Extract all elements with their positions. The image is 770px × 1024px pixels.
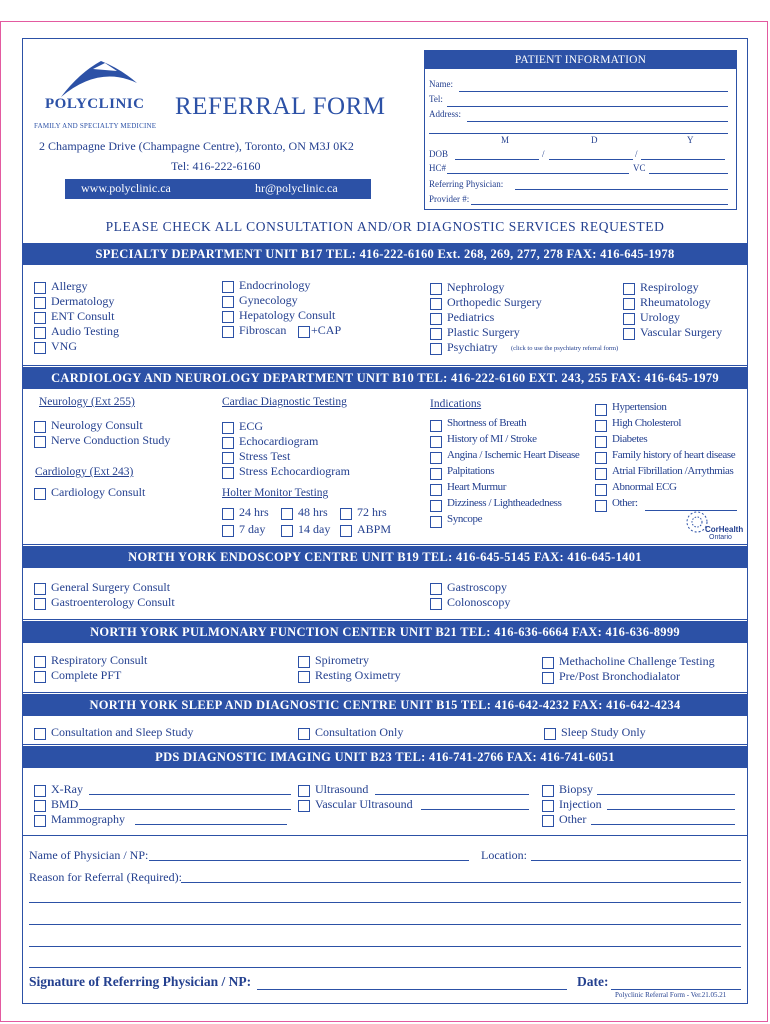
injection-field[interactable] (607, 809, 735, 810)
high-cholesterol-checkbox[interactable] (595, 420, 607, 432)
angina-ischemic-heart-disease-label: Angina / Ischemic Heart Disease (447, 449, 580, 461)
24-hrs-label: 24 hrs (239, 505, 269, 519)
dob-d-label: D (591, 135, 598, 145)
orthopedic-surgery-label: Orthopedic Surgery (447, 295, 542, 309)
pulmonary-bar: NORTH YORK PULMONARY FUNCTION CENTER UNIT B21 TEL: 416-636-6664 FAX: 416-636-8999 (23, 621, 747, 643)
reason-field-3[interactable] (29, 924, 741, 925)
heart-murmur-checkbox[interactable] (430, 484, 442, 496)
location-label: Location: (481, 848, 527, 862)
7-day-checkbox[interactable] (222, 525, 234, 537)
other-imaging-field[interactable] (591, 824, 735, 825)
consultation-only-checkbox[interactable] (298, 728, 310, 740)
hepatology-consult-checkbox[interactable] (222, 311, 234, 323)
consultation-and-sleep-study-label: Consultation and Sleep Study (51, 725, 194, 739)
fibroscan-label: Fibroscan (239, 323, 287, 337)
address-field-2[interactable] (429, 133, 728, 134)
website-link[interactable]: www.polyclinic.ca (81, 181, 171, 195)
ultrasound-label: Ultrasound (315, 782, 369, 796)
injection-checkbox[interactable] (542, 800, 554, 812)
other-label: Other (559, 812, 587, 826)
signature-field[interactable] (257, 989, 567, 990)
provider-label: Provider #: (429, 194, 470, 204)
nerve-conduction-study-label: Nerve Conduction Study (51, 433, 171, 447)
version-text: Polyclinic Referral Form - Ver.21.05.21 (615, 991, 727, 999)
ecg-checkbox[interactable] (222, 422, 234, 434)
dob-year-field[interactable] (641, 159, 725, 160)
bmd-label: BMD (51, 797, 79, 811)
palpitations-label: Palpitations (447, 465, 495, 477)
xray-field[interactable] (89, 794, 291, 795)
logo-name: POLYCLINIC (45, 96, 145, 112)
plastic-surgery-checkbox[interactable] (430, 328, 442, 340)
cardiology-heading: Cardiology (Ext 243) (35, 466, 134, 478)
syncope-label: Syncope (447, 513, 483, 525)
cardiology-consult-checkbox[interactable] (34, 488, 46, 500)
corhealth-sub: Ontario (709, 534, 732, 541)
physician-name-label: Name of Physician / NP: (29, 848, 149, 862)
vng-checkbox[interactable] (34, 342, 46, 354)
orthopedic-surgery-checkbox[interactable] (430, 298, 442, 310)
diabetes-checkbox[interactable] (595, 436, 607, 448)
pediatrics-checkbox[interactable] (430, 313, 442, 325)
neurology-consult-label: Neurology Consult (51, 418, 143, 432)
x-ray-checkbox[interactable] (34, 785, 46, 797)
provider-field[interactable] (471, 204, 728, 205)
family-history-of-heart-disease-label: Family history of heart disease (612, 449, 736, 461)
vascular-ultrasound-checkbox[interactable] (298, 800, 310, 812)
cardiology-neurology-bar: CARDIOLOGY AND NEUROLOGY DEPARTMENT UNIT B10 TEL: 416-222-6160 EXT. 243, 255 FAX: 416-645-1979 (23, 367, 747, 389)
endocrinology-checkbox[interactable] (222, 281, 234, 293)
diabetes-label: Diabetes (612, 433, 648, 445)
pre-post-bronchodialator-checkbox[interactable] (542, 672, 554, 684)
form-title: REFERRAL FORM (175, 93, 386, 120)
gastroscopy-label: Gastroscopy (447, 580, 507, 594)
dizziness-lightheadedness-checkbox[interactable] (430, 500, 442, 512)
psychiatry-referral-link[interactable]: (click to use the psychiatry referral form) (511, 345, 619, 352)
palpitations-checkbox[interactable] (430, 468, 442, 480)
holter-heading: Holter Monitor Testing (222, 487, 329, 499)
nephrology-label: Nephrology (447, 280, 505, 294)
logo-tagline: FAMILY AND SPECIALTY MEDICINE (34, 122, 157, 130)
date-field[interactable] (611, 989, 741, 990)
dizziness-lightheadedness-label: Dizziness / Lightheadedness (447, 497, 562, 509)
respiratory-consult-checkbox[interactable] (34, 656, 46, 668)
48-hrs-checkbox[interactable] (281, 508, 293, 520)
other-indication-field[interactable] (645, 510, 737, 511)
vc-field[interactable] (649, 173, 728, 174)
referring-physician-field[interactable] (515, 189, 728, 190)
date-label: Date: (577, 974, 609, 989)
sleep-study-only-label: Sleep Study Only (561, 725, 646, 739)
abpm-checkbox[interactable] (340, 525, 352, 537)
hypertension-label: Hypertension (612, 401, 667, 413)
location-field[interactable] (531, 860, 741, 861)
atrial-fibrillation-arrythmias-label: Atrial Fibrillation /Arrythmias (612, 465, 734, 477)
7-day-label: 7 day (239, 522, 266, 536)
gastroenterology-consult-label: Gastroenterology Consult (51, 595, 175, 609)
x-ray-label: X-Ray (51, 782, 83, 796)
shortness-of-breath-checkbox[interactable] (430, 420, 442, 432)
urology-label: Urology (640, 310, 680, 324)
referral-form (22, 38, 748, 1004)
ent-consult-checkbox[interactable] (34, 312, 46, 324)
ecg-label: ECG (239, 419, 263, 433)
dob-month-field[interactable] (455, 159, 539, 160)
pediatrics-label: Pediatrics (447, 310, 495, 324)
patient-info-heading: PATIENT INFORMATION (425, 51, 736, 69)
mammography-checkbox[interactable] (34, 815, 46, 827)
cardiology-consult-label: Cardiology Consult (51, 485, 146, 499)
tel-field[interactable] (447, 106, 728, 107)
ultrasound-checkbox[interactable] (298, 785, 310, 797)
72-hrs-label: 72 hrs (357, 505, 387, 519)
general-surgery-consult-checkbox[interactable] (34, 583, 46, 595)
14-day-checkbox[interactable] (281, 525, 293, 537)
tel-label: Tel: (429, 94, 443, 104)
reason-label: Reason for Referral (Required): (29, 870, 182, 884)
patient-info-box: PATIENT INFORMATION Name: Tel: Address: M D Y DOB / / HC# VC Referring Physician: Provider #: (424, 50, 737, 210)
sleep-study-only-checkbox[interactable] (544, 728, 556, 740)
allergy-label: Allergy (51, 279, 88, 293)
hypertension-checkbox[interactable] (595, 404, 607, 416)
colonoscopy-checkbox[interactable] (430, 598, 442, 610)
audio-testing-checkbox[interactable] (34, 327, 46, 339)
referring-physician-label: Referring Physician: (429, 179, 504, 189)
bmd-field[interactable] (79, 809, 291, 810)
neurology-heading: Neurology (Ext 255) (39, 396, 135, 408)
other-checkbox[interactable] (542, 815, 554, 827)
allergy-checkbox[interactable] (34, 282, 46, 294)
urology-checkbox[interactable] (623, 313, 635, 325)
dob-y-label: Y (687, 135, 694, 145)
colonoscopy-label: Colonoscopy (447, 595, 511, 609)
injection-label: Injection (559, 797, 602, 811)
vascular-ultrasound-label: Vascular Ultrasound (315, 797, 413, 811)
nephrology-checkbox[interactable] (430, 283, 442, 295)
reason-field[interactable] (181, 882, 741, 883)
name-field[interactable] (459, 91, 728, 92)
dob-label: DOB (429, 149, 449, 159)
email-link[interactable]: hr@polyclinic.ca (255, 181, 338, 195)
consultation-and-sleep-study-checkbox[interactable] (34, 728, 46, 740)
dob-m-label: M (501, 135, 510, 145)
abnormal-ecg-label: Abnormal ECG (612, 481, 677, 493)
rheumatology-checkbox[interactable] (623, 298, 635, 310)
imaging-bar: PDS DIAGNOSTIC IMAGING UNIT B23 TEL: 416-741-2766 FAX: 416-741-6051 (23, 746, 747, 768)
72-hrs-checkbox[interactable] (340, 508, 352, 520)
sleep-bar: NORTH YORK SLEEP AND DIAGNOSTIC CENTRE UNIT B15 TEL: 416-642-4232 FAX: 416-642-4234 (23, 694, 747, 716)
psychiatry-checkbox[interactable] (430, 343, 442, 355)
signature-label: Signature of Referring Physician / NP: (29, 974, 252, 989)
complete-pft-checkbox[interactable] (34, 671, 46, 683)
mammography-label: Mammography (51, 812, 125, 826)
mammography-field[interactable] (135, 824, 287, 825)
other-checkbox[interactable] (595, 500, 607, 512)
resting-oximetry-label: Resting Oximetry (315, 668, 401, 682)
echocardiogram-label: Echocardiogram (239, 434, 319, 448)
vascular-surgery-label: Vascular Surgery (640, 325, 723, 339)
address-label: Address: (429, 109, 461, 119)
biopsy-field[interactable] (597, 794, 735, 795)
hc-field[interactable] (447, 173, 629, 174)
spirometry-checkbox[interactable] (298, 656, 310, 668)
psychiatry-label: Psychiatry (447, 340, 498, 354)
physician-name-field[interactable] (149, 860, 469, 861)
biopsy-checkbox[interactable] (542, 785, 554, 797)
rheumatology-label: Rheumatology (640, 295, 711, 309)
respirology-checkbox[interactable] (623, 283, 635, 295)
gynecology-checkbox[interactable] (222, 296, 234, 308)
abpm-label: ABPM (357, 522, 392, 536)
specialty-department-bar: SPECIALTY DEPARTMENT UNIT B17 TEL: 416-222-6160 Ext. 268, 269, 277, 278 FAX: 416-645-1978 (23, 243, 747, 265)
history-of-mi-stroke-checkbox[interactable] (430, 436, 442, 448)
hepatology-consult-label: Hepatology Consult (239, 308, 336, 322)
cap-checkbox[interactable] (298, 326, 310, 338)
reason-field-2[interactable] (29, 902, 741, 903)
spirometry-label: Spirometry (315, 653, 369, 667)
family-history-of-heart-disease-checkbox[interactable] (595, 452, 607, 464)
polyclinic-logo-icon (59, 59, 159, 99)
respiratory-consult-label: Respiratory Consult (51, 653, 148, 667)
other-label: Other: (612, 497, 638, 509)
indications-heading: Indications (430, 398, 482, 410)
stress-test-label: Stress Test (239, 449, 291, 463)
vc-label: VC (633, 163, 646, 173)
nerve-conduction-study-checkbox[interactable] (34, 436, 46, 448)
48-hrs-label: 48 hrs (298, 505, 328, 519)
bmd-checkbox[interactable] (34, 800, 46, 812)
neurology-consult-checkbox[interactable] (34, 421, 46, 433)
14-day-label: 14 day (298, 522, 331, 536)
angina-ischemic-heart-disease-checkbox[interactable] (430, 452, 442, 464)
corhealth-name: CorHealth (705, 525, 744, 534)
heart-murmur-label: Heart Murmur (447, 481, 507, 493)
endoscopy-bar: NORTH YORK ENDOSCOPY CENTRE UNIT B19 TEL: 416-645-5145 FAX: 416-645-1401 (23, 546, 747, 568)
endocrinology-label: Endocrinology (239, 278, 311, 292)
syncope-checkbox[interactable] (430, 516, 442, 528)
ent-consult-label: ENT Consult (51, 309, 115, 323)
complete-pft-label: Complete PFT (51, 668, 122, 682)
hc-label: HC# (429, 163, 447, 173)
stress-echocardiogram-label: Stress Echocardiogram (239, 464, 350, 478)
stress-echocardiogram-checkbox[interactable] (222, 467, 234, 479)
dob-day-field[interactable] (549, 159, 633, 160)
general-surgery-consult-label: General Surgery Consult (51, 580, 171, 594)
contact-pill (65, 179, 371, 199)
stress-test-checkbox[interactable] (222, 452, 234, 464)
ultrasound-field[interactable] (375, 794, 529, 795)
reason-field-4[interactable] (29, 946, 741, 947)
vascular-ultrasound-field[interactable] (421, 809, 529, 810)
abnormal-ecg-checkbox[interactable] (595, 484, 607, 496)
gastroenterology-consult-checkbox[interactable] (34, 598, 46, 610)
resting-oximetry-checkbox[interactable] (298, 671, 310, 683)
reason-field-5[interactable] (29, 967, 741, 968)
methacholine-challenge-testing-label: Methacholine Challenge Testing (559, 654, 715, 668)
methacholine-challenge-testing-checkbox[interactable] (542, 657, 554, 669)
echocardiogram-checkbox[interactable] (222, 437, 234, 449)
clinic-phone: Tel: 416-222-6160 (171, 159, 261, 173)
respirology-label: Respirology (640, 280, 699, 294)
dermatology-label: Dermatology (51, 294, 115, 308)
clinic-address: 2 Champagne Drive (Champagne Centre), Toronto, ON M3J 0K2 (39, 139, 354, 153)
high-cholesterol-label: High Cholesterol (612, 417, 682, 429)
name-label: Name: (429, 79, 453, 89)
cardiac-diagnostic-heading: Cardiac Diagnostic Testing (222, 396, 347, 408)
vascular-surgery-checkbox[interactable] (623, 328, 635, 340)
gynecology-label: Gynecology (239, 293, 298, 307)
atrial-fibrillation-arrythmias-checkbox[interactable] (595, 468, 607, 480)
consultation-only-label: Consultation Only (315, 725, 404, 739)
history-of-mi-stroke-label: History of MI / Stroke (447, 433, 537, 445)
biopsy-label: Biopsy (559, 782, 594, 796)
address-field[interactable] (467, 121, 728, 122)
instruction-heading: PLEASE CHECK ALL CONSULTATION AND/OR DIAGNOSTIC SERVICES REQUESTED (105, 219, 665, 234)
plastic-surgery-label: Plastic Surgery (447, 325, 520, 339)
dermatology-checkbox[interactable] (34, 297, 46, 309)
audio-testing-label: Audio Testing (51, 324, 119, 338)
shortness-of-breath-label: Shortness of Breath (447, 417, 527, 429)
24-hrs-checkbox[interactable] (222, 508, 234, 520)
pre-post-bronchodialator-label: Pre/Post Bronchodialator (559, 669, 680, 683)
fibroscan-checkbox[interactable] (222, 326, 234, 338)
gastroscopy-checkbox[interactable] (430, 583, 442, 595)
cap-label: +CAP (311, 323, 342, 337)
vng-label: VNG (51, 339, 77, 353)
